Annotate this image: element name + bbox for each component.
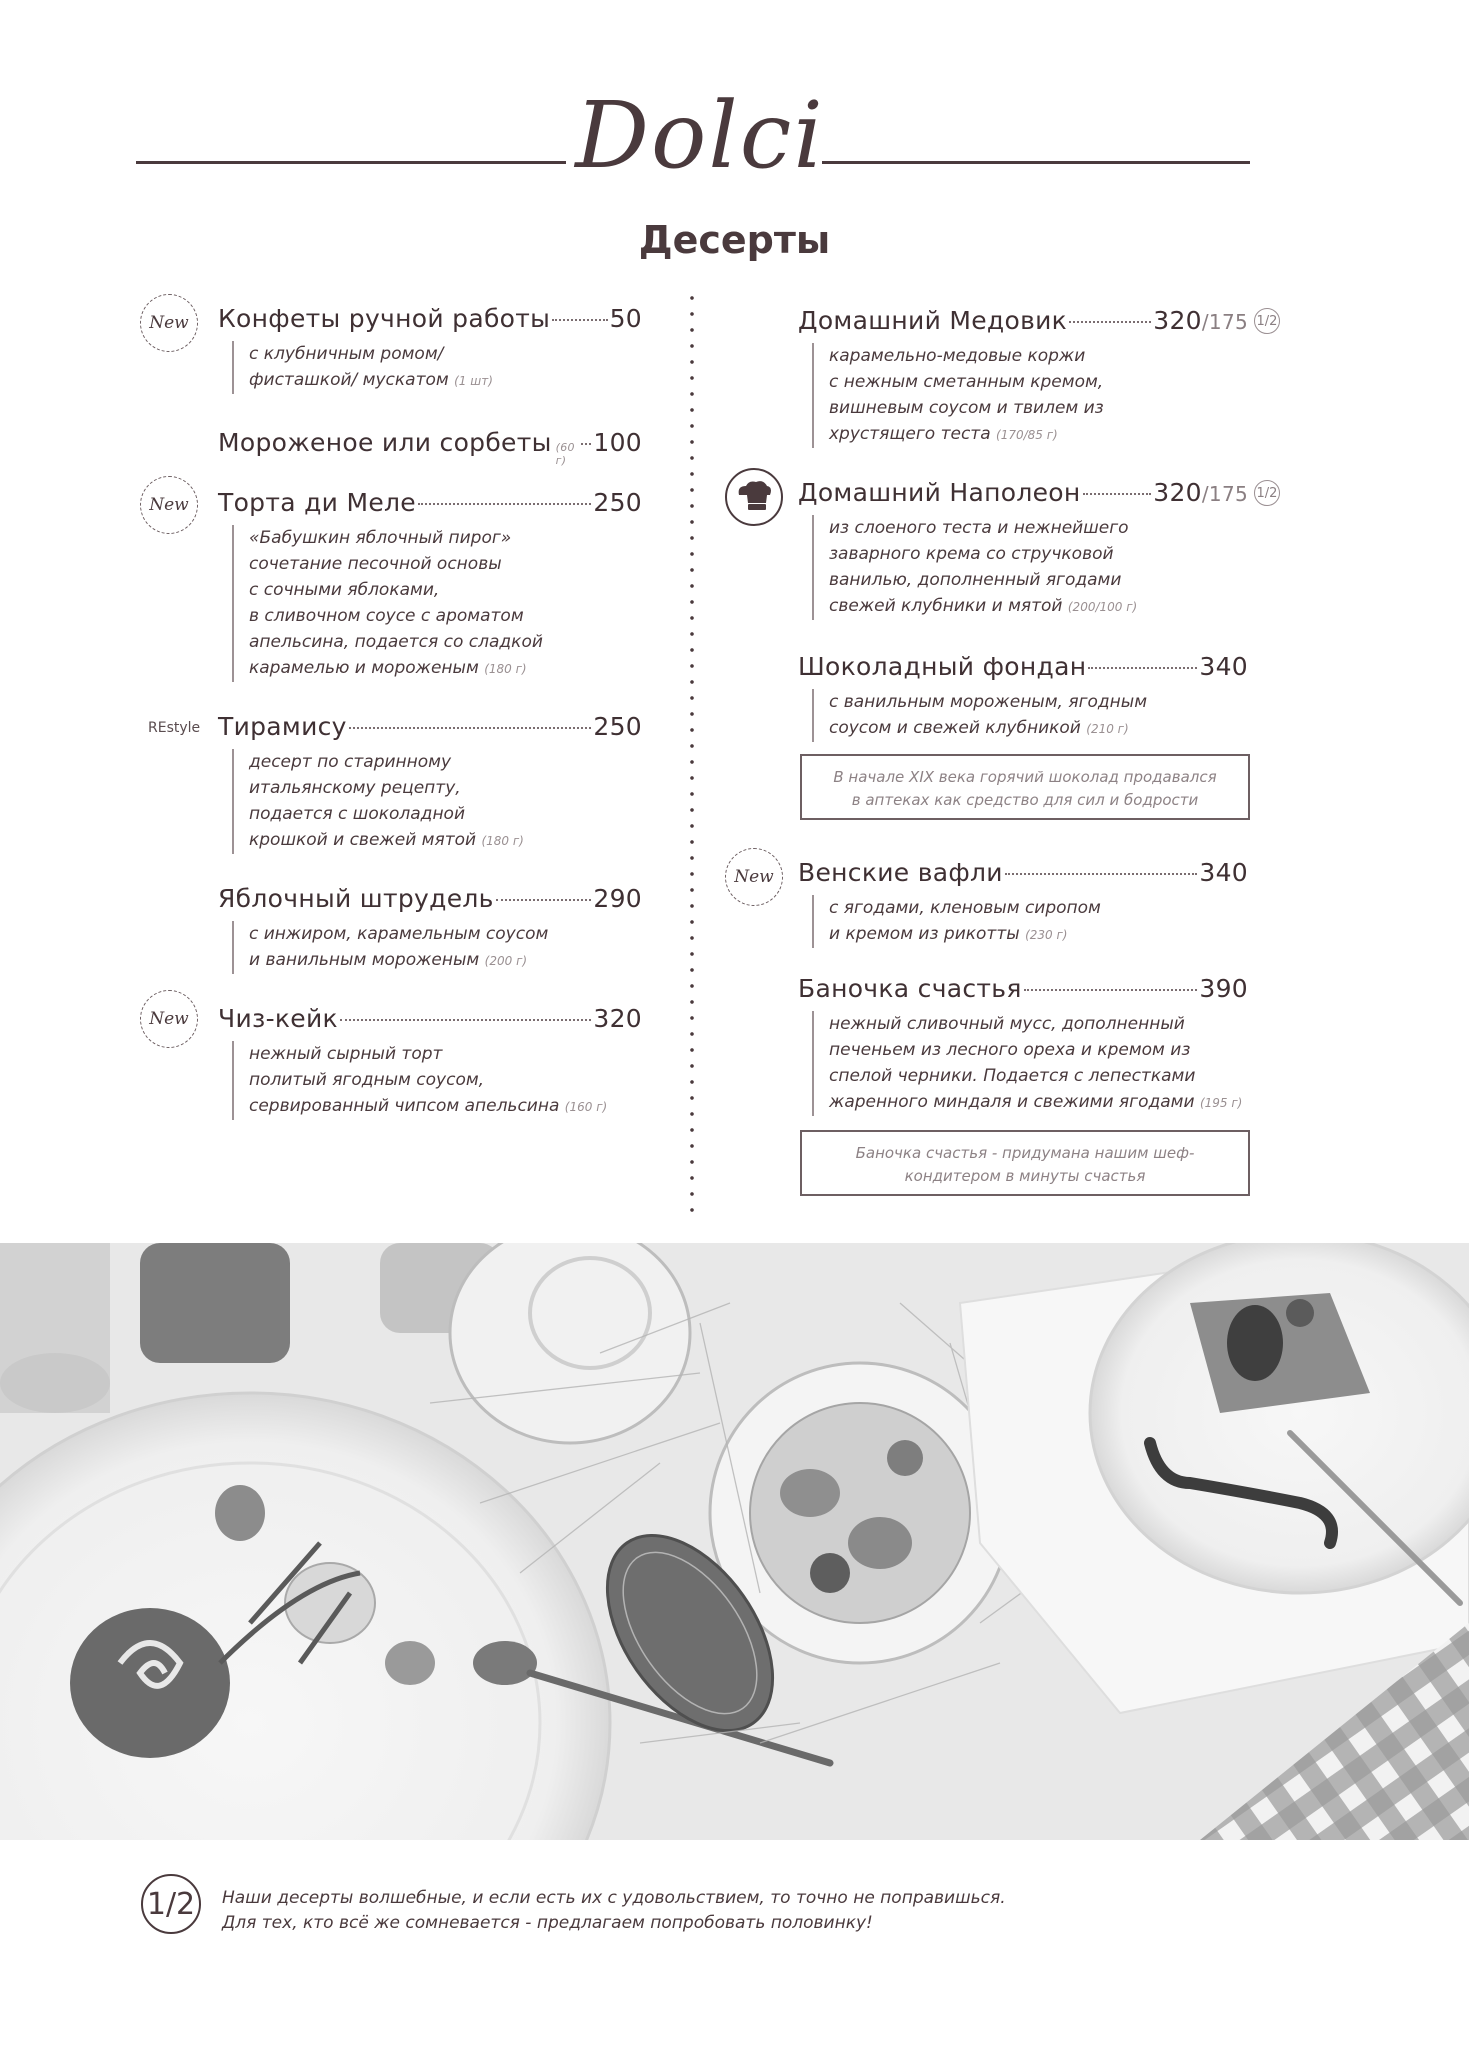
item-description: десерт по старинному итальянскому рецепту, подается с шоколадной крошкой и свежей мятой (180 г) [232,749,642,854]
item-weight: (160 г) [564,1100,608,1114]
item-description: карамельно-медовые коржи с нежным сметанным кремом, вишневым соусом и твилем из хрустящего теста (170/85 г) [812,343,1248,448]
menu-item [218,712,642,854]
leader-dots [1088,667,1197,669]
item-name: Мороженое или сорбеты [218,428,552,457]
menu-item [218,488,642,682]
item-weight: (180 г) [484,662,527,676]
menu-item [798,478,1248,620]
leader-dots [1024,989,1198,991]
half-portion-icon: 1/2 [141,1874,201,1934]
menu-item [798,974,1248,1116]
header-rule-left [136,161,566,164]
item-price: 250 [593,712,642,741]
new-badge-icon: New [725,848,783,906]
item-weight: (195 г) [1199,1096,1243,1110]
item-weight: (180 г) [481,834,524,848]
chef-hat-icon [725,468,783,526]
item-price: 320/175 [1153,306,1248,335]
item-price: 320/175 [1153,478,1248,507]
menu-item [218,428,642,467]
leader-dots [581,443,591,445]
item-name: Шоколадный фондан [798,652,1087,681]
leader-dots [1083,493,1152,495]
half-portion-icon: 1/2 [1254,480,1280,506]
item-price: 100 [593,428,642,457]
menu-item [218,1004,642,1120]
item-weight: (170/85 г) [996,428,1058,442]
item-name: Венские вафли [798,858,1003,887]
header-rule-right [822,161,1250,164]
item-name: Конфеты ручной работы [218,304,551,333]
item-price: 290 [593,884,642,913]
item-price: 390 [1199,974,1248,1003]
item-description: из слоеного теста и нежнейшего заварного крема со стручковой ванилью, дополненный ягодами свежей клубники и мятой (200/100 г) [812,515,1248,620]
leader-dots [496,899,592,901]
item-description: с ягодами, кленовым сиропом и кремом из рикотты (230 г) [812,895,1248,948]
item-weight: (60 г) [555,441,575,467]
item-description: нежный сырный торт политый ягодным соусом, сервированный чипсом апельсина (160 г) [232,1041,642,1120]
leader-dots [340,1019,591,1021]
restyle-badge: REstyle [148,720,201,736]
item-price: 250 [593,488,642,517]
item-description: нежный сливочный мусс, дополненный печеньем из лесного ореха и кремом из спелой черники. Подается с лепестками жаренного миндаля и свежими ягодами (195 г) [812,1011,1248,1116]
item-price: 340 [1199,858,1248,887]
footer-note: Наши десерты волшебные, и если есть их с удовольствием, то точно не поправишься. Для тех, кто всё же сомневается - предлагаем попробовать половинку! [222,1888,1006,1933]
new-badge-icon: New [140,990,198,1048]
leader-dots [1005,873,1198,875]
menu-item [798,306,1248,448]
column-divider [690,290,694,1220]
dessert-table-photo [0,1243,1469,1840]
menu-item [798,652,1248,742]
leader-dots [552,319,607,321]
menu-item [218,884,642,974]
jar-note-box: Баночка счастья - придумана нашим шеф- кондитером в минуты счастья [800,1130,1250,1196]
item-weight: (230 г) [1025,928,1068,942]
item-description: с клубничным ромом/ фисташкой/ мускатом (1 шт) [232,341,642,394]
page-title: Десерты [638,218,831,262]
item-description: «Бабушкин яблочный пирог» сочетание песочной основы с сочными яблоками, в сливочном соусе с ароматом апельсина, подается со сладкой карамелью и мороженым (180 г) [232,525,642,682]
item-name: Баночка счастья [798,974,1022,1003]
item-name: Торта ди Меле [218,488,416,517]
new-badge-icon: New [140,294,198,352]
fun-fact-box: В начале XIX века горячий шоколад продавался в аптеках как средство для сил и бодрости [800,754,1250,820]
half-portion-icon: 1/2 [1254,308,1280,334]
item-price: 50 [609,304,642,333]
item-weight: (1 шт) [454,374,493,388]
script-title: Dolci [575,82,825,189]
item-name: Домашний Медовик [798,306,1068,335]
item-name: Чиз-кейк [218,1004,338,1033]
item-weight: (200 г) [484,954,528,968]
item-description: с ванильным мороженым, ягодным соусом и свежей клубникой (210 г) [812,689,1248,742]
leader-dots [349,727,592,729]
item-name: Яблочный штрудель [218,884,494,913]
new-badge-icon: New [140,476,198,534]
item-price: 320 [593,1004,642,1033]
item-name: Тирамису [218,712,347,741]
item-description: с инжиром, карамельным соусом и ванильным мороженым (200 г) [232,921,642,974]
menu-item [798,858,1248,948]
leader-dots [418,503,591,505]
menu-item [218,304,642,394]
leader-dots [1069,321,1151,323]
item-name: Домашний Наполеон [798,478,1081,507]
item-weight: (200/100 г) [1067,600,1138,614]
item-price: 340 [1199,652,1248,681]
item-weight: (210 г) [1086,722,1129,736]
